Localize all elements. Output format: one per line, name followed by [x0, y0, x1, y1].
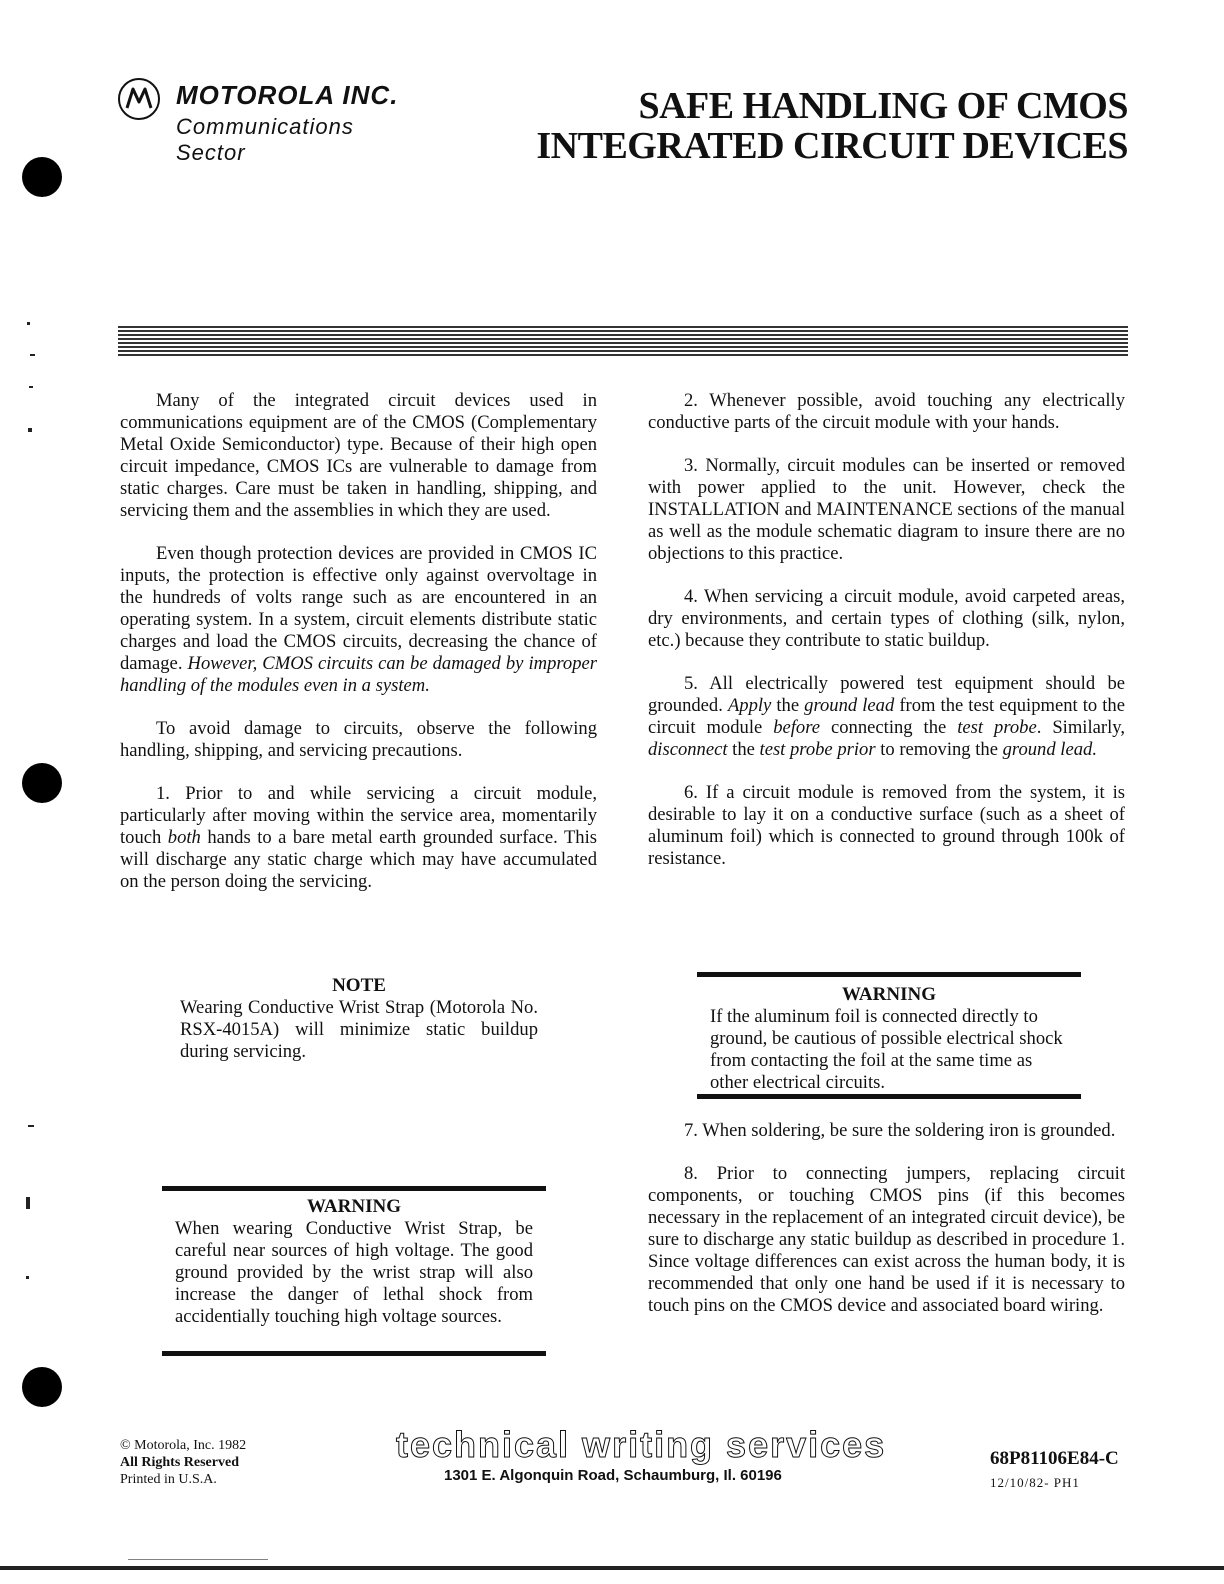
printed-text: Printed in U.S.A. — [120, 1472, 217, 1487]
left-column — [120, 390, 597, 893]
motorola-logo-icon — [118, 78, 160, 120]
binder-hole-middle — [22, 763, 62, 803]
warning-right-text: If the aluminum foil is connected directly to ground, be cautious of possible electrical shock from contacting the foil at the same time as other electrical circuits. — [710, 1006, 1063, 1093]
precaution-2: 2. Whenever possible, avoid touching any electrically conductive parts of the circuit module with your hands. — [648, 390, 1125, 433]
warning-left-box — [175, 1196, 533, 1328]
page-title: SAFE HANDLING OF CMOS INTEGRATED CIRCUIT DEVICES — [536, 85, 1128, 167]
document-number: 68P81106E84-C — [990, 1448, 1119, 1469]
scan-speck — [28, 1125, 34, 1127]
note-text: Wearing Conductive Wrist Strap (Motorola No. RSX-4015A) will minimize static buildup during servicing. — [180, 997, 538, 1062]
scan-speck — [26, 1197, 30, 1209]
brand-logo: technical writing services — [396, 1424, 887, 1465]
warning-left-text: When wearing Conductive Wrist Strap, be careful near sources of high voltage. The good ground provided by the wrist strap will also increase the danger of lethal shock from accidentially touching high voltage sources. — [175, 1218, 533, 1327]
precaution-5: 5. All electrically powered test equipment should be grounded. Apply the ground lead from the test equipment to the circuit module before connecting the test probe. Similarly, disconnect the test probe prior to removing the ground lead. — [648, 673, 1125, 760]
scan-speck — [26, 1276, 29, 1279]
copyright-block — [120, 1437, 246, 1488]
binder-hole-bottom — [22, 1367, 62, 1407]
precautions-intro: To avoid damage to circuits, observe the following handling, shipping, and servicing precautions. — [120, 718, 597, 761]
note-box — [180, 975, 538, 1063]
scan-speck — [27, 322, 30, 325]
right-column-top — [648, 390, 1125, 870]
intro-paragraph: Many of the integrated circuit devices used in communications equipment are of the CMOS (Complementary Metal Oxide Semiconductor) type. Because of their high open circuit impedance, CMOS ICs are vulnerable to damage from static charges. Care must be taken in handling, shipping, and servicing them and the assemblies in which they are used. — [120, 390, 597, 521]
warning-left-top-rule — [162, 1186, 546, 1191]
binder-hole-top — [22, 157, 62, 197]
document-date: 12/10/82- PH1 — [990, 1475, 1080, 1490]
precaution-4: 4. When servicing a circuit module, avoid carpeted areas, dry environments, and certain types of clothing (silk, nylon, etc.) because they contribute to static buildup. — [648, 586, 1125, 651]
right-column-bottom — [648, 1120, 1125, 1317]
warning-right-box — [710, 984, 1068, 1094]
note-heading: NOTE — [332, 975, 386, 996]
protection-paragraph: Even though protection devices are provided in CMOS IC inputs, the protection is effective only against overvoltage in the hundreds of volts range such as are encountered in an operating system. In a system, circuit elements distribute static charges and load the CMOS circuits, decreasing the chance of damage. However, CMOS circuits can be damaged by improper handling of the modules even in a system. — [120, 543, 597, 696]
page-bottom-edge — [0, 1566, 1224, 1570]
rights-text: All Rights Reserved — [120, 1455, 239, 1470]
precaution-3: 3. Normally, circuit modules can be inserted or removed with power applied to the unit. However, check the INSTALLATION and MAINTENANCE sections of the manual as well as the module schematic diagram to insure there are no objections to this practice. — [648, 455, 1125, 564]
warning-left-heading: WARNING — [307, 1196, 401, 1217]
precaution-7: 7. When soldering, be sure the soldering iron is grounded. — [684, 1120, 1116, 1141]
scan-speck — [30, 354, 35, 356]
scan-artifact-line — [128, 1559, 268, 1560]
company-sector: Communications Sector — [176, 114, 354, 165]
precaution-1: 1. Prior to and while servicing a circuit module, particularly after moving within the service area, momentarily touch both hands to a bare metal earth grounded surface. This will discharge any static charge which may have accumulated on the person doing the servicing. — [120, 783, 597, 892]
scan-speck — [28, 428, 32, 432]
scan-speck — [29, 386, 33, 388]
company-name: MOTOROLA INC. — [176, 80, 399, 110]
warning-right-heading: WARNING — [842, 984, 936, 1005]
warning-right-bottom-rule — [697, 1094, 1081, 1099]
copyright-text: © Motorola, Inc. 1982 — [120, 1438, 247, 1453]
precaution-6: 6. If a circuit module is removed from the system, it is desirable to lay it on a conductive surface (such as a sheet of aluminum foil) which is connected to ground through 100k of resistance. — [648, 782, 1125, 869]
precaution-8: 8. Prior to connecting jumpers, replacing circuit components, or touching CMOS pins (if this becomes necessary in the replacement of an integrated circuit device), be sure to discharge any static buildup as described in procedure 1. Since voltage differences can exist across the human body, it is recommended that only one hand be used if it is necessary to touch pins on the CMOS device and associated board wiring. — [648, 1163, 1125, 1316]
warning-right-top-rule — [697, 972, 1081, 977]
header-divider — [118, 326, 1128, 358]
brand-address: 1301 E. Algonquin Road, Schaumburg, Il. 60196 — [444, 1467, 782, 1484]
warning-left-bottom-rule — [162, 1351, 546, 1356]
